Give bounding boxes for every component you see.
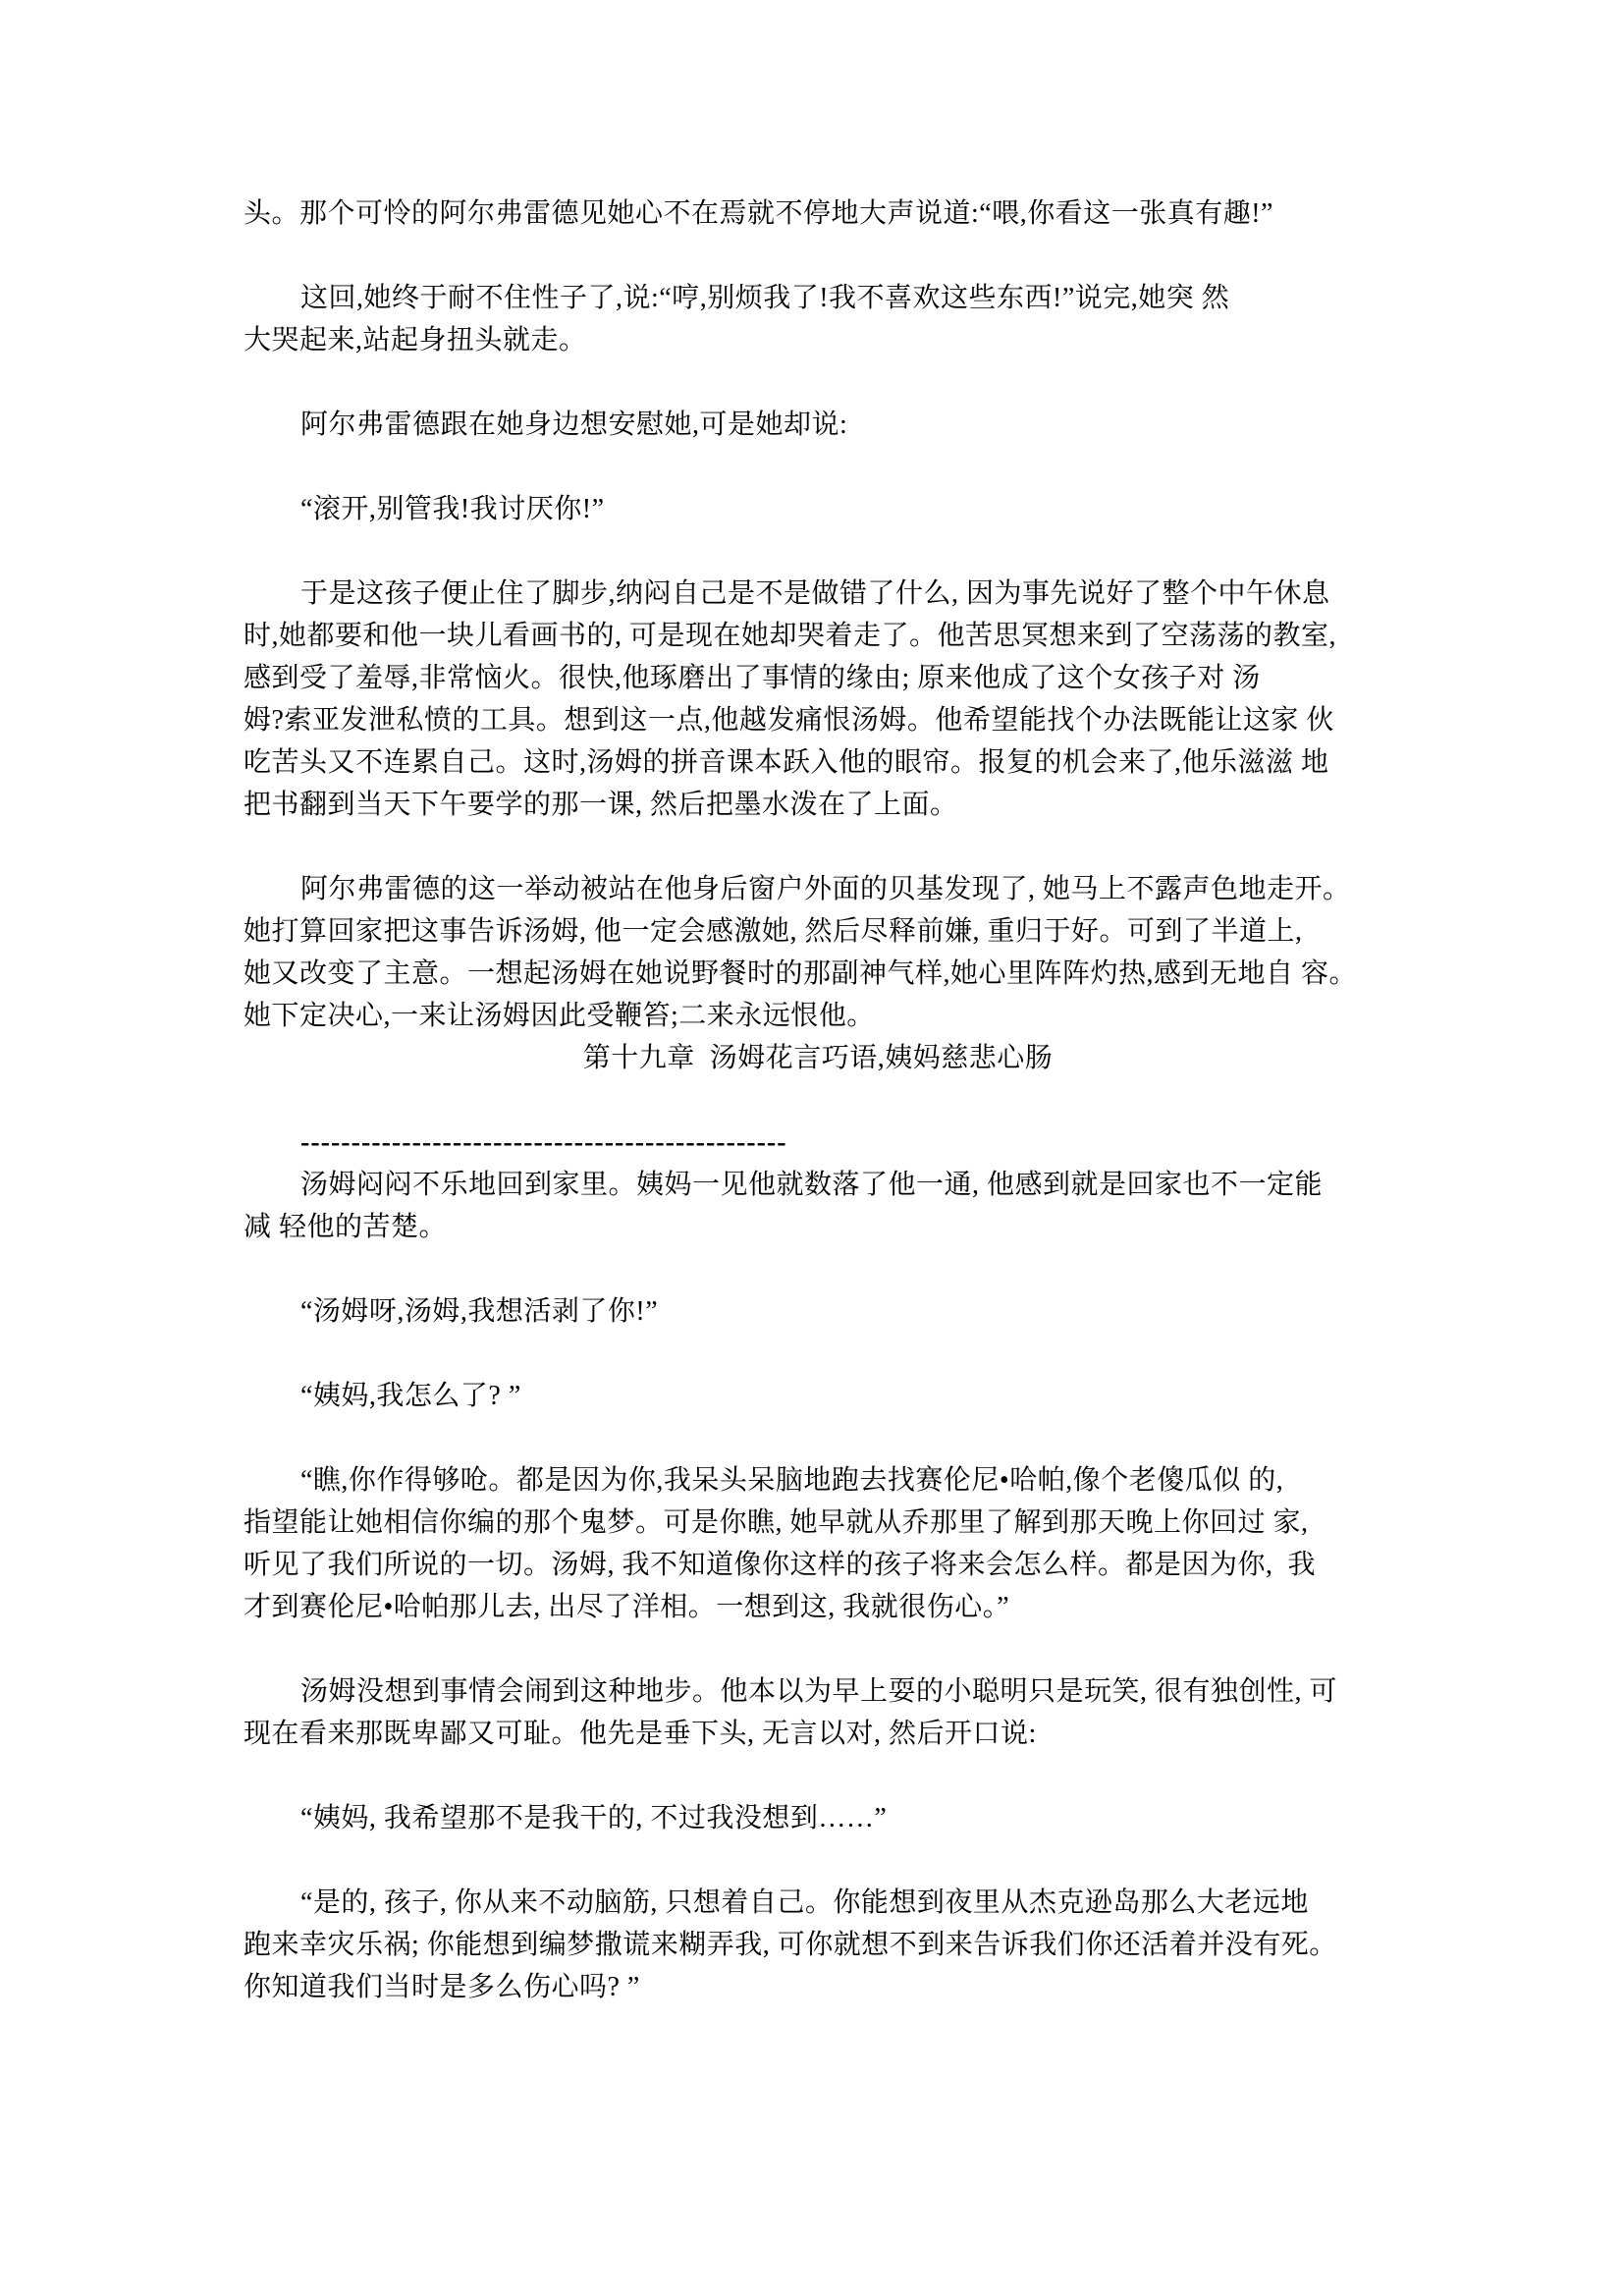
- paragraph: [243, 1670, 1392, 1755]
- text-line: 汤姆闷闷不乐地回到家里。姨妈一见他就数落了他一通, 他感到就是回家也不一定能: [300, 1170, 1324, 1200]
- paragraph: [243, 1290, 1392, 1333]
- text-line: 时,她都要和他一块儿看画书的, 可是现在她却哭着走了。他苦思冥想来到了空荡荡的教室,: [243, 621, 1337, 651]
- paragraph: [243, 488, 1392, 530]
- separator-line: [243, 1121, 1392, 1164]
- chapter-title: [243, 1037, 1392, 1079]
- text-line: 大哭起来,站起身扭头就走。: [243, 325, 587, 355]
- text-line: 你知道我们当时是多么伤心吗? ”: [243, 1972, 640, 2002]
- text-line: 阿尔弗雷德跟在她身边想安慰她,可是她却说:: [300, 410, 848, 440]
- text-line: “是的, 孩子, 你从来不动脑筋, 只想着自己。你能想到夜里从杰克逊岛那么大老远地: [300, 1887, 1309, 1918]
- text-line: ------------------------------------------------: [300, 1127, 787, 1158]
- paragraph: [243, 1797, 1392, 1839]
- paragraph: [243, 573, 1392, 826]
- text-line: 她下定决心,一来让汤姆因此受鞭笞;二来永远恨他。: [243, 1001, 875, 1031]
- text-line: 于是这孩子便止住了脚步,纳闷自己是不是做错了什么, 因为事先说好了整个中午休息: [300, 578, 1330, 609]
- text-line: 才到赛伦尼•哈帕那儿去, 出尽了洋相。一想到这, 我就很伤心。”: [243, 1592, 1010, 1622]
- text-line: 指望能让她相信你编的那个鬼梦。可是你瞧, 她早就从乔那里了解到那天晚上你回过 家,: [243, 1507, 1309, 1538]
- text-line: “滚开,别管我!我讨厌你!”: [300, 494, 605, 524]
- text-line: 头。那个可怜的阿尔弗雷德见她心不在焉就不停地大声说道:“喂,你看这一张真有趣!”: [243, 198, 1273, 229]
- text-line: “姨妈, 我希望那不是我干的, 不过我没想到……”: [300, 1803, 888, 1833]
- text-line: 阿尔弗雷德的这一举动被站在他身后窗户外面的贝基发现了, 她马上不露声色地走开。: [300, 874, 1351, 904]
- text-line: 听见了我们所说的一切。汤姆, 我不知道像你这样的孩子将来会怎么样。都是因为你, 我: [243, 1550, 1317, 1580]
- paragraph: [243, 1882, 1392, 2008]
- paragraph: [243, 1375, 1392, 1417]
- text-line: 汤姆没想到事情会闹到这种地步。他本以为早上耍的小聪明只是玩笑, 很有独创性, 可: [300, 1676, 1338, 1707]
- paragraph: [243, 277, 1392, 361]
- text-line: 现在看来那既卑鄙又可耻。他先是垂下头, 无言以对, 然后开口说:: [243, 1719, 1037, 1749]
- text-line: 她打算回家把这事告诉汤姆, 他一定会感激她, 然后尽释前嫌, 重归于好。可到了半道上,: [243, 916, 1303, 947]
- text-line: 这回,她终于耐不住性子了,说:“哼,别烦我了!我不喜欢这些东西!”说完,她突 然: [300, 283, 1230, 313]
- paragraph: [243, 1164, 1392, 1248]
- text-line: 把书翻到当天下午要学的那一课, 然后把墨水泼在了上面。: [243, 790, 958, 820]
- paragraph: [243, 868, 1392, 1037]
- text-line: 第十九章 汤姆花言巧语,姨妈慈悲心肠: [582, 1043, 1054, 1073]
- text-line: 她又改变了主意。一想起汤姆在她说野餐时的那副神气样,她心里阵阵灼热,感到无地自 容。: [243, 958, 1358, 989]
- text-line: “汤姆呀,汤姆,我想活剥了你!”: [300, 1296, 659, 1327]
- paragraph: [243, 404, 1392, 446]
- text-line: 感到受了羞辱,非常恼火。很快,他琢磨出了事情的缘由; 原来他成了这个女孩子对 汤: [243, 663, 1261, 693]
- paragraph: [243, 1459, 1392, 1628]
- document-page: [243, 192, 1392, 2050]
- text-line: “瞧,你作得够呛。都是因为你,我呆头呆脑地跑去找赛伦尼•哈帕,像个老傻瓜似 的,: [300, 1465, 1284, 1496]
- text-line: 姆?索亚发泄私愤的工具。想到这一点,他越发痛恨汤姆。他希望能找个办法既能让这家 伙: [243, 705, 1334, 736]
- text-line: 吃苦头又不连累自己。这时,汤姆的拼音课本跃入他的眼帘。报复的机会来了,他乐滋滋 地: [243, 747, 1329, 778]
- paragraph: [243, 192, 1392, 235]
- text-line: 跑来幸灾乐祸; 你能想到编梦撒谎来糊弄我, 可你就想不到来告诉我们你还活着并没有死。: [243, 1930, 1337, 1960]
- text-line: 减 轻他的苦楚。: [243, 1212, 448, 1242]
- text-line: “姨妈,我怎么了? ”: [300, 1381, 521, 1411]
